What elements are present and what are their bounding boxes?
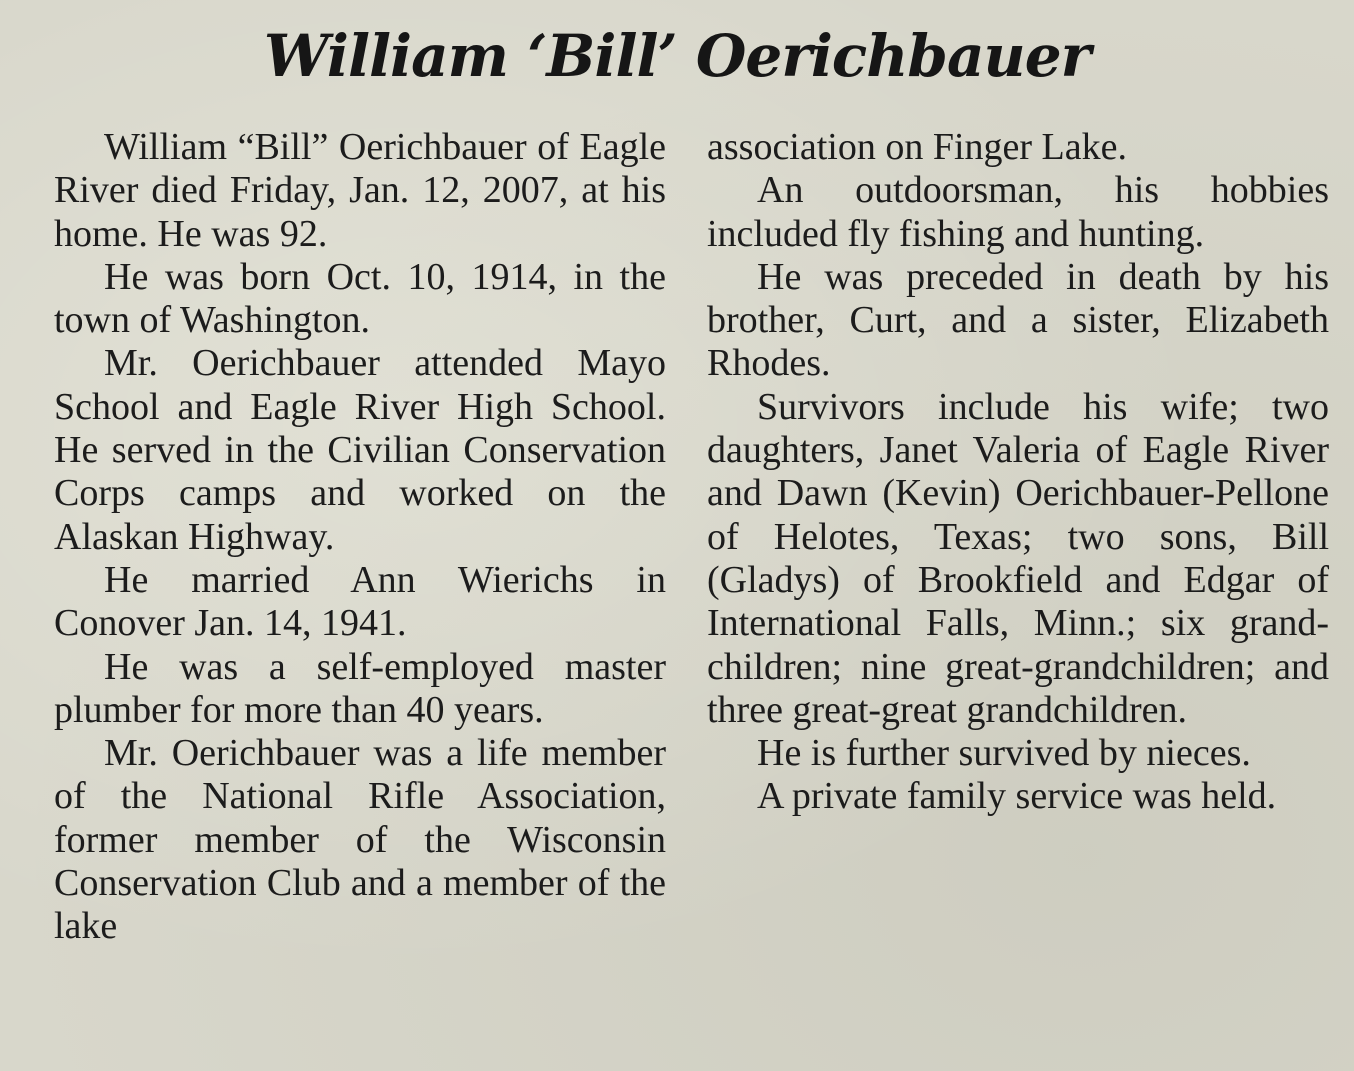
obituary-title: William ‘Bill’ Oerichbauer — [263, 22, 1091, 90]
paragraph-memberships-continued: association on Finger Lake. — [707, 126, 1128, 168]
paragraph-memberships: Mr. Oerichbauer was a life member of the National Rifle Association, former member of the Wisconsin Conservation Club and a member of the lake — [54, 732, 666, 948]
paragraph-occupation: He was a self-employed master plumber for more than 40 years. — [54, 645, 666, 731]
paragraph-further-survived: He is further survived by nieces. — [757, 732, 1251, 775]
paragraph-marriage: He married Ann Wierichs in Conover Jan. 14, 1941. — [54, 558, 666, 645]
paragraph-survivors: Survivors include his wife; two daughters, Janet Valeria of Eagle River and Dawn (Kevin) Oerichbauer-Pellone of Helotes, Texas; two sons, Bill (Gladys) of Brookfield and Edgar of International Falls, Minn.; six grandchildren; nine great-grandchildren; and three great-great grandchildren. — [707, 385, 1329, 731]
paragraph-preceded: He was preceded in death by his brother, Curt, and a sister, Elizabeth Rhodes. — [707, 255, 1329, 385]
paragraph-birth: He was born Oct. 10, 1914, in the town of Washington. — [54, 255, 666, 342]
paragraph-service: A private family service was held. — [757, 775, 1277, 818]
paragraph-hobbies: An outdoorsman, his hobbies included fly fishing and hunting. — [707, 169, 1329, 255]
paragraph-death-notice: William “Bill” Oerichbauer of Eagle River died Friday, Jan. 12, 2007, at his home. He was 92. — [54, 126, 666, 255]
paragraph-education: Mr. Oerichbauer attended Mayo School and Eagle River High School. He served in the Civilian Conservation Corps camps and worked on the Alaskan Highway. — [54, 342, 666, 558]
left-column — [54, 126, 666, 949]
right-column — [707, 126, 1329, 819]
